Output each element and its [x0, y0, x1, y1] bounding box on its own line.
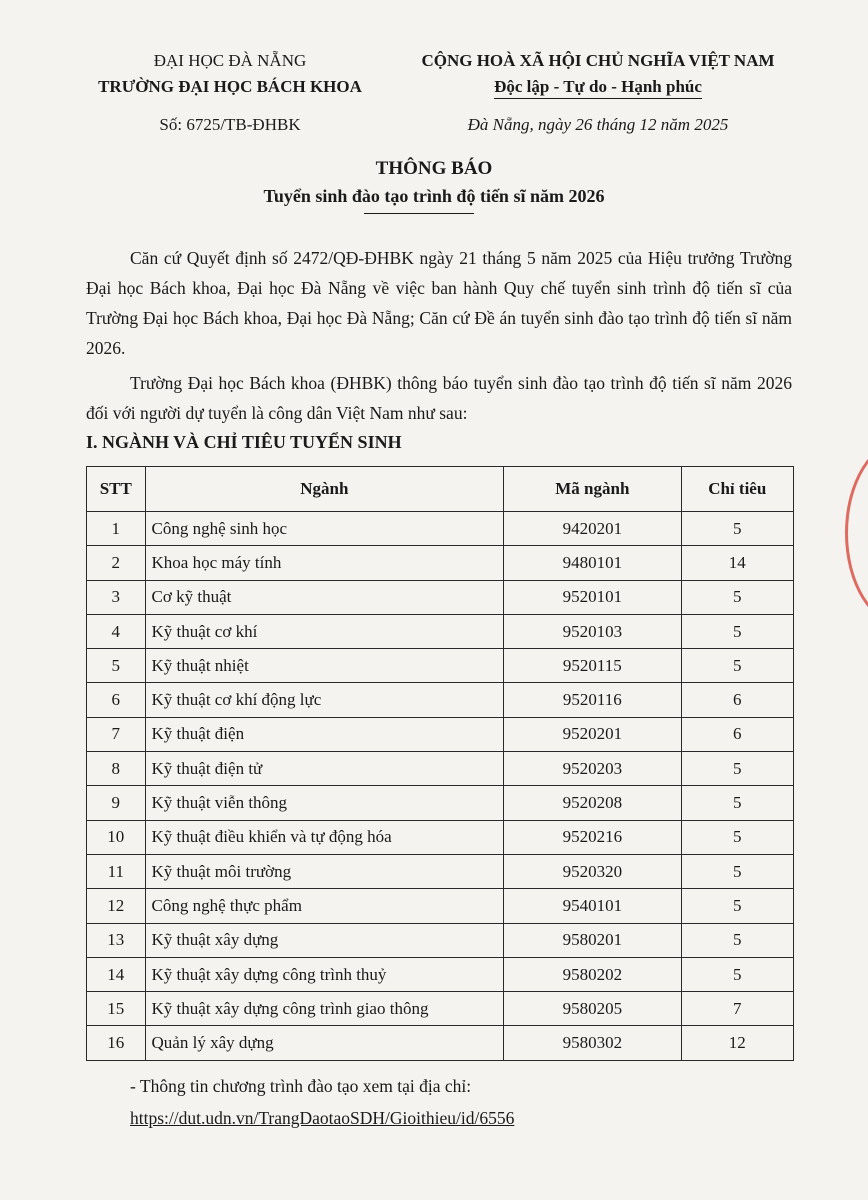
- quota-cell: 6: [681, 717, 794, 751]
- issuer-parent: ĐẠI HỌC ĐÀ NẴNG: [153, 51, 307, 70]
- national-title: CỘNG HOÀ XÃ HỘI CHỦ NGHĨA VIỆT NAM: [421, 51, 775, 70]
- document-number: Số: 6725/TB-ĐHBK: [159, 115, 301, 134]
- major-code-cell: 9480101: [504, 546, 681, 580]
- major-name-cell: Quản lý xây dựng: [145, 1026, 504, 1060]
- paragraph-announcement: Trường Đại học Bách khoa (ĐHBK) thông báo tuyển sinh đào tạo trình độ tiến sĩ năm 2026 đối với người dự tuyển là công dân Việt Nam như sau:: [86, 373, 792, 423]
- row-number-cell: 9: [87, 786, 146, 820]
- row-number-cell: 3: [87, 580, 146, 614]
- quota-cell: 5: [681, 957, 794, 991]
- table-row: [87, 923, 794, 957]
- column-header: Chỉ tiêu: [681, 467, 794, 512]
- major-code-cell: 9520116: [504, 683, 681, 717]
- major-name-cell: Kỹ thuật cơ khí động lực: [145, 683, 504, 717]
- major-code-cell: 9580202: [504, 957, 681, 991]
- table-row: [87, 752, 794, 786]
- row-number-cell: 12: [87, 889, 146, 923]
- table-row: [87, 854, 794, 888]
- quota-cell: 5: [681, 614, 794, 648]
- major-name-cell: Kỹ thuật nhiệt: [145, 649, 504, 683]
- table-row: [87, 614, 794, 648]
- national-header: [398, 48, 798, 138]
- column-header: STT: [87, 467, 146, 512]
- quota-cell: 5: [681, 752, 794, 786]
- official-seal: [845, 440, 868, 626]
- row-number-cell: 14: [87, 957, 146, 991]
- table-header-row: [87, 467, 794, 512]
- row-number-cell: 6: [87, 683, 146, 717]
- quota-cell: 5: [681, 889, 794, 923]
- major-name-cell: Kỹ thuật xây dựng: [145, 923, 504, 957]
- row-number-cell: 8: [87, 752, 146, 786]
- major-code-cell: 9420201: [504, 512, 681, 546]
- major-name-cell: Khoa học máy tính: [145, 546, 504, 580]
- row-number-cell: 5: [87, 649, 146, 683]
- major-name-cell: Công nghệ thực phẩm: [145, 889, 504, 923]
- row-number-cell: 7: [87, 717, 146, 751]
- major-code-cell: 9520201: [504, 717, 681, 751]
- table-row: [87, 683, 794, 717]
- quota-cell: 6: [681, 683, 794, 717]
- paragraph-legal-basis: Căn cứ Quyết định số 2472/QĐ-ĐHBK ngày 21 tháng 5 năm 2025 của Hiệu trưởng Trường Đại học Bách khoa, Đại học Đà Nẵng về việc ban hành Quy chế tuyển sinh trình độ tiến sĩ của Trường Đại học Bách khoa, Đại học Đà Nẵng; Căn cứ Đề án tuyển sinh đào tạo trình độ tiến sĩ năm 2026.: [86, 248, 792, 358]
- major-code-cell: 9580201: [504, 923, 681, 957]
- document-title: THÔNG BÁO: [375, 158, 493, 179]
- major-code-cell: 9520103: [504, 614, 681, 648]
- quota-cell: 5: [681, 820, 794, 854]
- major-name-cell: Công nghệ sinh học: [145, 512, 504, 546]
- major-name-cell: Kỹ thuật điện tử: [145, 752, 504, 786]
- column-header: Ngành: [145, 467, 504, 512]
- major-name-cell: Kỹ thuật xây dựng công trình giao thông: [145, 992, 504, 1026]
- issuer-name: TRƯỜNG ĐẠI HỌC BÁCH KHOA: [98, 77, 362, 96]
- major-name-cell: Kỹ thuật xây dựng công trình thuỷ: [145, 957, 504, 991]
- major-code-cell: 9520208: [504, 786, 681, 820]
- quota-cell: 5: [681, 854, 794, 888]
- program-info-link[interactable]: https://dut.udn.vn/TrangDaotaoSDH/Gioithieu/id/6556: [130, 1108, 515, 1128]
- row-number-cell: 15: [87, 992, 146, 1026]
- table-row: [87, 717, 794, 751]
- major-code-cell: 9520320: [504, 854, 681, 888]
- major-name-cell: Kỹ thuật điều khiển và tự động hóa: [145, 820, 504, 854]
- major-code-cell: 9520203: [504, 752, 681, 786]
- national-motto: Độc lập - Tự do - Hạnh phúc: [494, 76, 702, 99]
- subtitle-divider: [364, 213, 474, 214]
- row-number-cell: 2: [87, 546, 146, 580]
- quota-cell: 12: [681, 1026, 794, 1060]
- issuer-header: [80, 48, 380, 138]
- major-code-cell: 9540101: [504, 889, 681, 923]
- table-row: [87, 649, 794, 683]
- table-row: [87, 889, 794, 923]
- major-code-cell: 9520101: [504, 580, 681, 614]
- table-row: [87, 512, 794, 546]
- major-code-cell: 9580205: [504, 992, 681, 1026]
- program-info-note: - Thông tin chương trình đào tạo xem tại địa chỉ:: [130, 1076, 472, 1096]
- major-name-cell: Kỹ thuật viễn thông: [145, 786, 504, 820]
- quota-cell: 5: [681, 923, 794, 957]
- row-number-cell: 13: [87, 923, 146, 957]
- major-name-cell: Cơ kỹ thuật: [145, 580, 504, 614]
- major-code-cell: 9520216: [504, 820, 681, 854]
- document-subtitle: Tuyển sinh đào tạo trình độ tiến sĩ năm 2026: [263, 186, 605, 206]
- quota-cell: 5: [681, 580, 794, 614]
- row-number-cell: 16: [87, 1026, 146, 1060]
- major-code-cell: 9580302: [504, 1026, 681, 1060]
- table-row: [87, 786, 794, 820]
- major-name-cell: Kỹ thuật môi trường: [145, 854, 504, 888]
- quota-cell: 5: [681, 512, 794, 546]
- quota-table: [86, 466, 794, 1061]
- quota-cell: 7: [681, 992, 794, 1026]
- row-number-cell: 10: [87, 820, 146, 854]
- section-heading: I. NGÀNH VÀ CHỈ TIÊU TUYỂN SINH: [86, 432, 402, 452]
- row-number-cell: 11: [87, 854, 146, 888]
- quota-cell: 5: [681, 649, 794, 683]
- row-number-cell: 1: [87, 512, 146, 546]
- table-row: [87, 820, 794, 854]
- table-row: [87, 546, 794, 580]
- table-row: [87, 992, 794, 1026]
- table-row: [87, 1026, 794, 1060]
- quota-cell: 14: [681, 546, 794, 580]
- table-row: [87, 580, 794, 614]
- row-number-cell: 4: [87, 614, 146, 648]
- column-header: Mã ngành: [504, 467, 681, 512]
- major-name-cell: Kỹ thuật cơ khí: [145, 614, 504, 648]
- table-row: [87, 957, 794, 991]
- major-name-cell: Kỹ thuật điện: [145, 717, 504, 751]
- major-code-cell: 9520115: [504, 649, 681, 683]
- document-date: Đà Nẵng, ngày 26 tháng 12 năm 2025: [467, 115, 729, 134]
- quota-cell: 5: [681, 786, 794, 820]
